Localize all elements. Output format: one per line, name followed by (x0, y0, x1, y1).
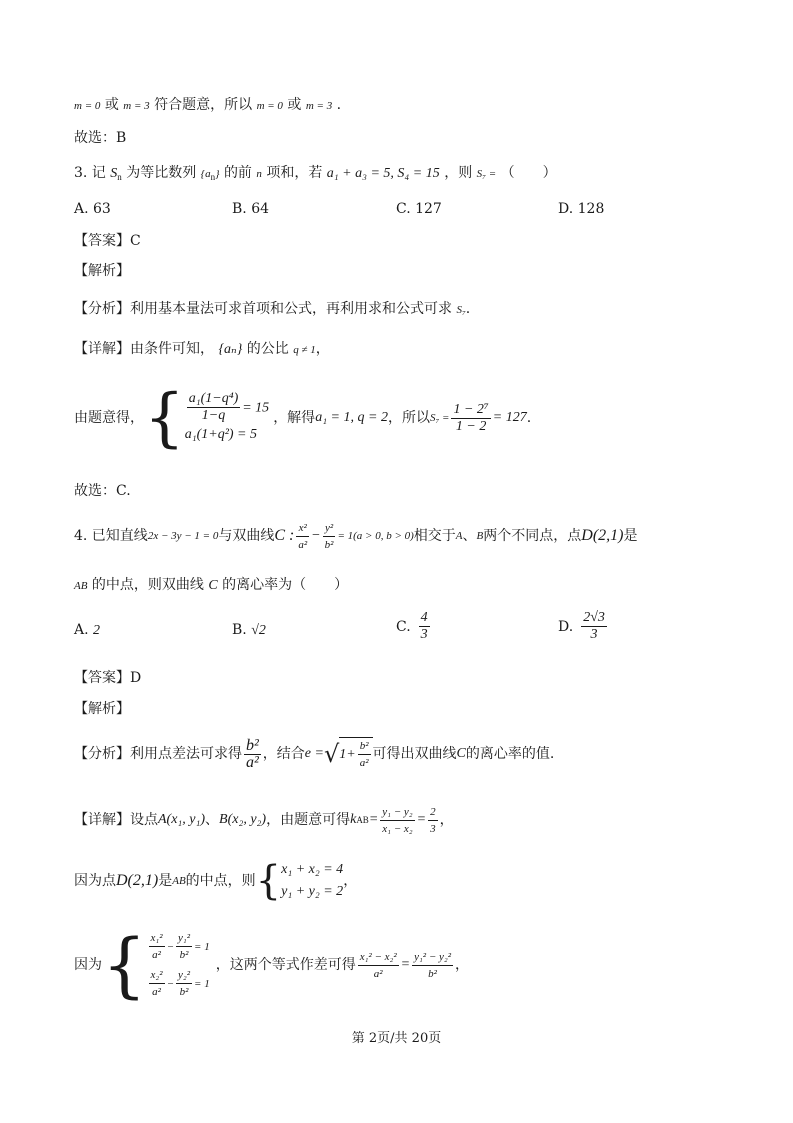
frac-den: b² (179, 986, 189, 998)
text: ，这两个等式作差可得 (215, 957, 356, 973)
math-m0: m = 0 (74, 100, 101, 112)
text: 、 (205, 812, 220, 828)
system-row-2: y₁ + y₂ = 2 (281, 884, 344, 899)
frac-den: b² (428, 967, 437, 980)
frac-den: 3 (420, 627, 428, 642)
system-row-1 (185, 391, 269, 424)
text: 符合题意，所以 (154, 97, 253, 113)
math-AB: AB (172, 875, 186, 887)
text: 的离心率的值. (465, 746, 555, 762)
math-n: n (256, 168, 262, 180)
sqrt-icon: √ (323, 740, 340, 768)
math-solution: a₁ = 1, q = 2 (315, 410, 388, 425)
math-rhs: = 1(a > 0, b > 0) (337, 530, 414, 542)
text: ，所以 (387, 410, 430, 426)
option-d (558, 610, 609, 643)
frac-num: y² (323, 520, 336, 537)
text: . (336, 97, 342, 113)
frac-den: a² (298, 538, 308, 551)
frac-den: a² (373, 967, 383, 980)
system-row-2: a₁(1+q²) = 5 (184, 426, 258, 442)
text: . (465, 301, 471, 317)
text: 由题意得， (74, 410, 144, 426)
math-C: C (208, 578, 218, 593)
math-eq: = (400, 957, 411, 972)
answer-choice-line: 故选：B (74, 130, 127, 146)
answer-choice-line: 故选：C. (74, 483, 131, 499)
text: ， (343, 873, 358, 889)
frac-num: y₁² (176, 930, 192, 947)
math-A: A(x₁, y₁) (158, 812, 206, 827)
frac-den: 1 − 2 (455, 418, 487, 434)
math-B: B(x₂, y₂) (219, 812, 267, 827)
frac-num: x₁² − x₂² (358, 949, 399, 966)
math-seq: {a (200, 168, 211, 180)
left-brace-icon: { (255, 858, 282, 904)
math-S: S (110, 166, 118, 181)
system-rows (281, 859, 343, 903)
frac-num: b² (358, 738, 371, 755)
frac-num: 2 (428, 804, 438, 821)
text: ，则 (444, 165, 473, 181)
math-line: 2x − 3y − 1 = 0 (147, 530, 219, 542)
frac-den: 3 (430, 822, 436, 835)
page-footer: 第 2页/共 20页 (351, 1031, 442, 1046)
math-k: k (350, 812, 357, 827)
option-d: D. 128 (558, 201, 605, 217)
paren: （ ） (500, 165, 557, 181)
frac-num: x₂² (149, 967, 165, 984)
text: ， (455, 957, 470, 973)
left-brace-icon: { (144, 381, 185, 455)
option-c (396, 610, 432, 643)
math-D: D(2,1) (116, 872, 159, 889)
equation-system-3 (74, 378, 531, 458)
question-3 (74, 164, 557, 186)
text: 是 (623, 528, 638, 544)
math-e: e = (304, 746, 324, 761)
system-rows (185, 391, 269, 446)
text: 与双曲线 (218, 528, 275, 544)
math-D: D(2,1) (581, 527, 624, 544)
label: D. (558, 618, 574, 635)
label: A. (74, 622, 89, 638)
frac-den: b² (179, 949, 189, 961)
text: 的中点，则 (185, 873, 256, 889)
frac-den: b² (324, 538, 334, 551)
analysis-label: 【解析】 (74, 701, 130, 717)
text: 或 (104, 97, 119, 113)
math-n: n (210, 172, 216, 182)
text: 项和，若 (266, 165, 323, 181)
math-m3: m = 3 (123, 100, 150, 112)
value: 2 (93, 623, 101, 638)
frac-num: 1 − 2⁷ (453, 401, 489, 417)
label: B. (232, 622, 247, 638)
math-AB: AB (356, 815, 369, 825)
question-4-cont (74, 576, 348, 595)
math-rhs: = 1 (194, 977, 210, 990)
math-S7: S₇ = (429, 412, 450, 424)
frac-num: y₁² − y₂² (412, 949, 453, 966)
math-q: q ≠ 1 (293, 344, 316, 356)
frac-den: a² (246, 753, 259, 771)
math-set: {aₙ} (218, 342, 243, 357)
analysis-label: 【解析】 (74, 263, 130, 279)
midpoint-line (74, 856, 357, 906)
frac-num: x₁² (149, 930, 165, 947)
frac-den: a² (359, 757, 369, 769)
text: ，由题意可得 (266, 812, 351, 828)
math-condition: a₁ + a₃ = 5, S₄ = 15 (326, 166, 440, 181)
math-rhs: = 1 (194, 940, 210, 953)
frac-num: x² (296, 520, 309, 537)
analysis-line (74, 300, 470, 319)
text: 为等比数列 (126, 165, 197, 181)
answer-label: 【答案】C (74, 233, 141, 249)
text: 的前 (223, 165, 252, 181)
option-c: C. 127 (396, 201, 442, 217)
math-brace: } (215, 168, 220, 180)
math-result: = 127 (492, 410, 527, 425)
detail-line (74, 800, 454, 840)
frac-den: a² (152, 986, 161, 998)
math-S7: S₇ (456, 304, 466, 316)
text-line-1 (74, 96, 341, 115)
system-rows (147, 930, 210, 1000)
hyperbola-system-line (74, 920, 469, 1010)
option-a (74, 622, 100, 639)
text: ， (315, 341, 330, 357)
frac-den: 3 (590, 627, 598, 642)
frac-num: b² (246, 736, 259, 754)
math-C: C : (274, 527, 295, 544)
system-row-1: x₁ + x₂ = 4 (281, 862, 344, 877)
frac-num: y₁ − y₂ (380, 804, 414, 821)
option-b (232, 622, 266, 639)
question-4 (74, 516, 637, 556)
option-b: B. 64 (232, 201, 270, 217)
frac-den: 1−q (201, 407, 226, 423)
system-row-2: $\frac{\text{x₂²}}{\text{a²}}$ − $\frac{\text{y₂²}}{\text{b²}}$ = 1 (150, 969, 210, 998)
system-row-1: $\frac{\text{x₁²}}{\text{a²}}$ − $\frac{\text{y₁²}}{\text{b²}}$ = 1 (150, 932, 210, 961)
text: 两个不同点，点 (483, 528, 582, 544)
text: 的公比 (246, 341, 289, 357)
frac-num: a₁(1−q⁴) (188, 390, 239, 406)
text: 【详解】设点 (74, 812, 158, 828)
text: 、 (462, 528, 477, 544)
text: 相交于 (413, 528, 456, 544)
math-C: C (456, 746, 466, 761)
text: ，结合 (262, 746, 305, 762)
value: √2 (251, 623, 266, 638)
math-A: A (455, 530, 463, 542)
text: 的离心率为（ ） (222, 577, 349, 593)
math-eq: = (368, 812, 379, 827)
text: 【分析】利用点差法可求得 (74, 746, 242, 762)
text: 因为点 (74, 873, 116, 889)
math-m3: m = 3 (305, 100, 333, 112)
analysis-line (74, 734, 554, 774)
sqrt-body: 1+ $\frac{\text{b²}}{\text{a²}}$ (339, 737, 372, 771)
math-AB: AB (74, 580, 88, 592)
text: 【分析】利用基本量法可求首项和公式，再利用求和公式可求 (74, 301, 452, 317)
text: 因为 (74, 957, 102, 973)
left-brace-icon: { (102, 924, 147, 1006)
text: 或 (287, 97, 302, 113)
text: ，解得 (273, 410, 316, 426)
label: C. (396, 618, 411, 635)
math-minus: − (311, 528, 321, 543)
frac-den: x₁ − x₂ (382, 822, 413, 835)
frac-num: 2√3 (583, 610, 605, 625)
frac-num: y₂² (176, 967, 192, 984)
math-m0: m = 0 (256, 100, 283, 112)
detail-line (74, 340, 330, 359)
frac-den: a² (152, 949, 161, 961)
option-a: A. 63 (74, 201, 111, 217)
text: 的中点，则双曲线 (91, 577, 204, 593)
text: 可得出双曲线 (372, 746, 457, 762)
math-eq: = (416, 812, 427, 827)
text: 【详解】由条件可知， (74, 341, 214, 357)
answer-label: 【答案】D (74, 670, 142, 686)
text: 是 (158, 873, 173, 889)
q-number: 3. 记 (74, 165, 106, 181)
math-n: n (117, 172, 122, 182)
text: . (526, 410, 532, 426)
q-number: 4. 已知直线 (74, 528, 148, 544)
frac-num: 4 (420, 610, 428, 625)
math-S7: S₇ = (476, 168, 497, 180)
text: ， (439, 812, 454, 828)
math-rhs: = 15 (242, 400, 270, 415)
math-B: B (476, 530, 484, 542)
